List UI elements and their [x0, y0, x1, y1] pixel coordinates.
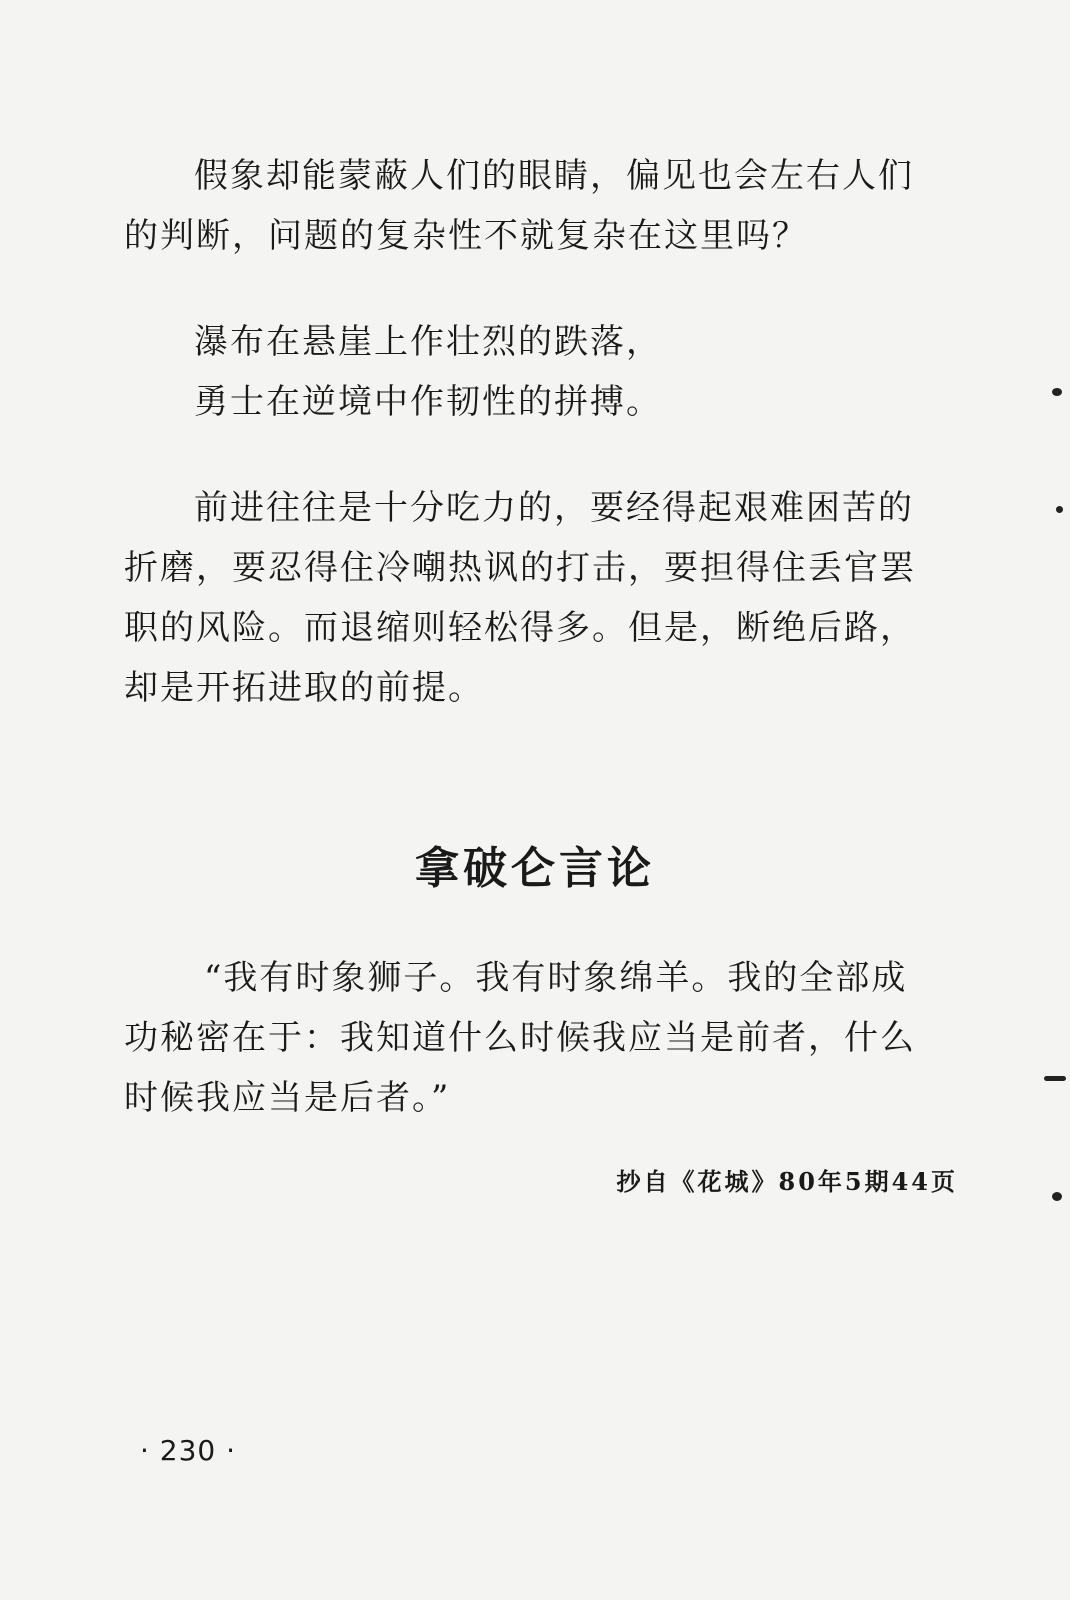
quote-line: 功秘密在于：我知道什么时候我应当是前者，什么 [124, 1018, 916, 1058]
poem-couplet [124, 312, 954, 432]
napoleon-quote [124, 948, 954, 1128]
quote-line: 时候我应当是后者。” [124, 1078, 451, 1118]
quote-line: “我有时象狮子。我有时象绵羊。我的全部成 [204, 958, 908, 998]
source-note: 抄自《花城》80年5期44页 [616, 1167, 958, 1196]
paragraph-line: 职的风险。而退缩则轻松得多。但是，断绝后路， [124, 608, 916, 648]
paragraph-line: 前进往往是十分吃力的，要经得起艰难困苦的 [194, 488, 914, 528]
poem-line: 勇士在逆境中作韧性的拼搏。 [194, 382, 662, 422]
paragraph-line: 假象却能蒙蔽人们的眼睛，偏见也会左右人们 [194, 156, 914, 196]
section-title: 拿破仑言论 [415, 843, 655, 894]
scan-speck [1056, 506, 1063, 513]
paragraph-line: 却是开拓进取的前提。 [124, 668, 484, 708]
paragraph-progress [124, 478, 954, 718]
paragraph-prejudice [124, 146, 954, 266]
scan-speck [1052, 1192, 1062, 1201]
scan-speck [1052, 388, 1062, 396]
paragraph-line: 折磨，要忍得住冷嘲热讽的打击，要担得住丢官罢 [124, 548, 916, 588]
poem-line: 瀑布在悬崖上作壮烈的跌落， [194, 322, 662, 362]
scan-speck [1044, 1076, 1066, 1081]
paragraph-line: 的判断，问题的复杂性不就复杂在这里吗？ [124, 216, 808, 256]
page-number: · 230 · [140, 1434, 237, 1467]
